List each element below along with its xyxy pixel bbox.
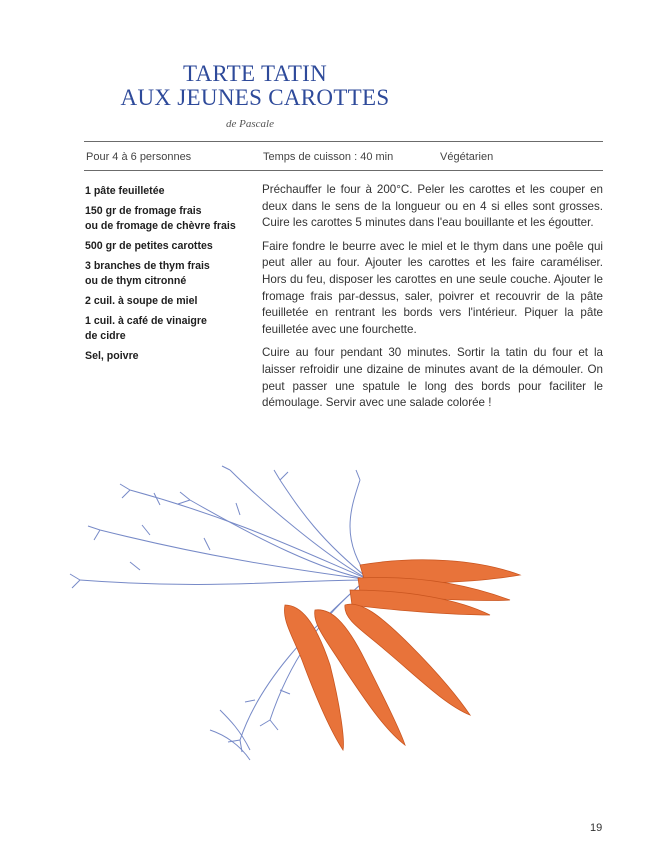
carrots-illustration [40,460,560,790]
ingredient-item: 3 branches de thym frais ou de thym citronné [85,260,210,287]
instruction-paragraph: Cuire au four pendant 30 minutes. Sortir la tatin du four et la laisser refroidir une dizaine de minutes avant de la démouler. On peut passer une spatule le long des bords pour faciliter le démoulage. Servir avec une salade colorée ! [262,346,603,410]
servings: Pour 4 à 6 personnes [86,151,192,163]
ingredient-item: 1 pâte feuilletée [85,185,165,197]
title-line-2: AUX JEUNES CAROTTES [120,85,390,110]
page-number: 19 [590,822,603,834]
instruction-paragraph: Préchauffer le four à 200°C. Peler les carottes et les couper en deux dans le sens de la longueur ou en 4 si elles sont grosses. Cuire les carottes 5 minutes dans l'eau bouillante et les égoutter. [262,183,603,230]
recipe-title [110,62,400,110]
instructions [262,182,603,419]
ingredient-item: 1 cuil. à café de vinaigre de cidre [85,315,207,342]
top-divider [84,141,603,142]
carrots [284,560,520,750]
ingredient-item: 500 gr de petites carottes [85,240,213,252]
bottom-divider [84,170,603,171]
ingredients-list [85,184,255,369]
cooking-time: Temps de cuisson : 40 min [263,151,394,163]
diet-label: Végétarien [440,151,494,163]
recipe-author: de Pascale [226,118,274,130]
instruction-paragraph: Faire fondre le beurre avec le miel et le thym dans une poêle qui peut aller au four. Ajouter les carottes et les faire caraméliser. Hors du feu, disposer les carottes en une seule couche. Ajouter le fromage frais par-dessus, saler, poivrer et recouvrir de la pâte feuilletée en rentrant les bords vers l'intérieur. Piquer la pâte feuilletée avec une fourchette. [262,239,603,336]
ingredient-item: 2 cuil. à soupe de miel [85,295,198,307]
ingredient-item: Sel, poivre [85,350,139,362]
title-line-1: TARTE TATIN [182,61,328,86]
ingredient-item: 150 gr de fromage frais ou de fromage de chèvre frais [85,205,236,232]
